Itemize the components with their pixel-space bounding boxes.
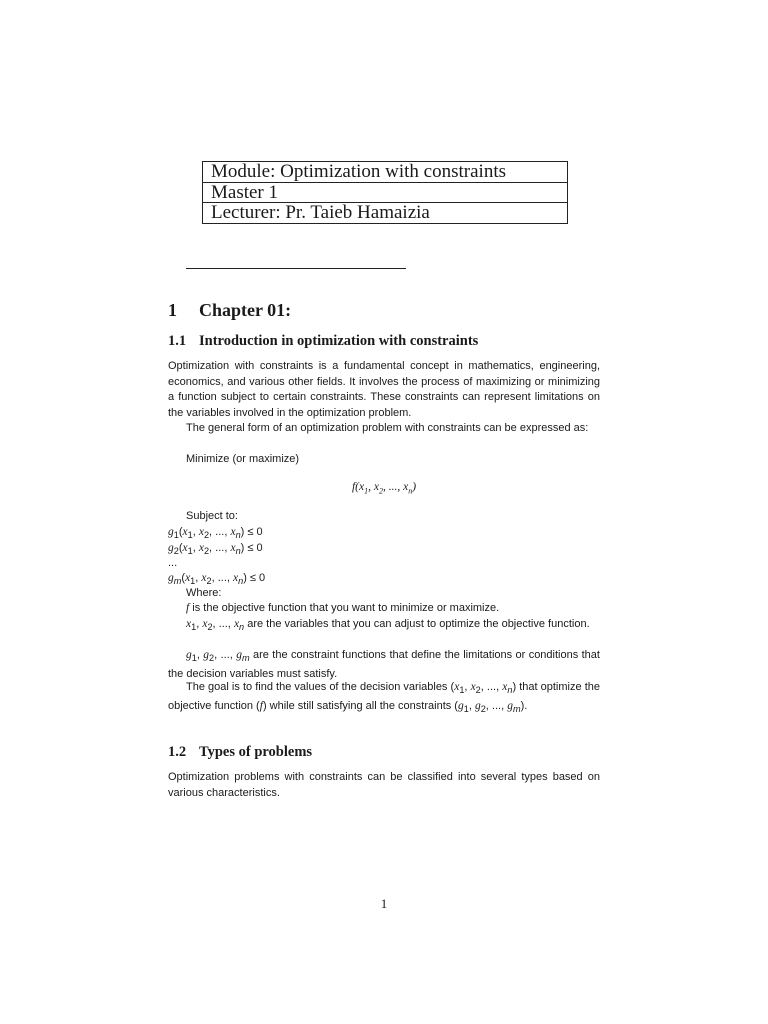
horizontal-rule <box>186 268 406 269</box>
types-paragraph <box>168 770 600 801</box>
objective-function: $f(x_1$, $x_2$, ..., $x_n$) <box>351 481 417 496</box>
section-number: 1.2 <box>168 744 187 760</box>
minimize-line: Minimize (or maximize) <box>186 453 300 465</box>
section-heading-1-1 <box>168 333 478 350</box>
where-line: Where: <box>186 587 222 599</box>
constraint-1: $g_1(x_1$, $x_2$, ..., $x_n) \le 0$ <box>168 526 263 541</box>
constraint-2: $g_2(x_1$, $x_2$, ..., $x_n) \le 0$ <box>168 542 263 557</box>
general-form-paragraph <box>168 421 600 437</box>
lecturer-cell: Lecturer: Pr. Taieb Hamaizia <box>211 202 430 224</box>
definition-x: $x_1$, $x_2$, ..., $x_n$ are the variables that you can adjust to optimize the objective function. <box>186 618 590 633</box>
definition-f: f is the objective function that you want to minimize or maximize. <box>186 602 500 614</box>
section-title: Introduction in optimization with constraints <box>199 333 479 349</box>
subject-to-line: Subject to: <box>186 510 238 522</box>
chapter-number: 1 <box>168 300 177 320</box>
master-cell: Master 1 <box>203 183 567 204</box>
chapter-title: Chapter 01: <box>199 300 292 320</box>
definition-g: $g_1$, $g_2$, ..., $g_m$ are the constraint functions that define the limitations or conditions that the decision variables must satisfy. <box>168 649 600 680</box>
section-heading-1-2 <box>168 744 312 761</box>
course-info-table <box>202 161 568 224</box>
section-number: 1.1 <box>168 333 187 349</box>
constraint-m: $g_m(x_1$, $x_2$, ..., $x_n) \le 0$ <box>168 572 266 587</box>
chapter-heading <box>168 300 291 321</box>
types-text: Optimization problems with constraints can be classified into several types based on various characteristics. <box>168 771 600 799</box>
section-title: Types of problems <box>199 744 313 760</box>
constraint-ellipsis: ... <box>168 557 178 569</box>
general-form-text: The general form of an optimization problem with constraints can be expressed as: <box>186 422 589 434</box>
intro-text: Optimization with constraints is a fundamental concept in mathematics, engineering, economics, and various other fields. It involves the process of maximizing or minimizing a function subject to certain constraints. These constraints can represent limitations on the variables involved in the optimization problem. <box>168 360 600 419</box>
page-number: 1 <box>380 896 388 911</box>
goal-paragraph: The goal is to find the values of the decision variables ($x_1$, $x_2$, ..., $x_n$) that optimize the objective function (f) while still satisfying all the constraints ($g_1$, $g_2$, ..., $g_m$). <box>168 681 600 714</box>
intro-paragraph <box>168 359 600 421</box>
module-cell: Module: Optimization with constraints <box>203 162 567 183</box>
